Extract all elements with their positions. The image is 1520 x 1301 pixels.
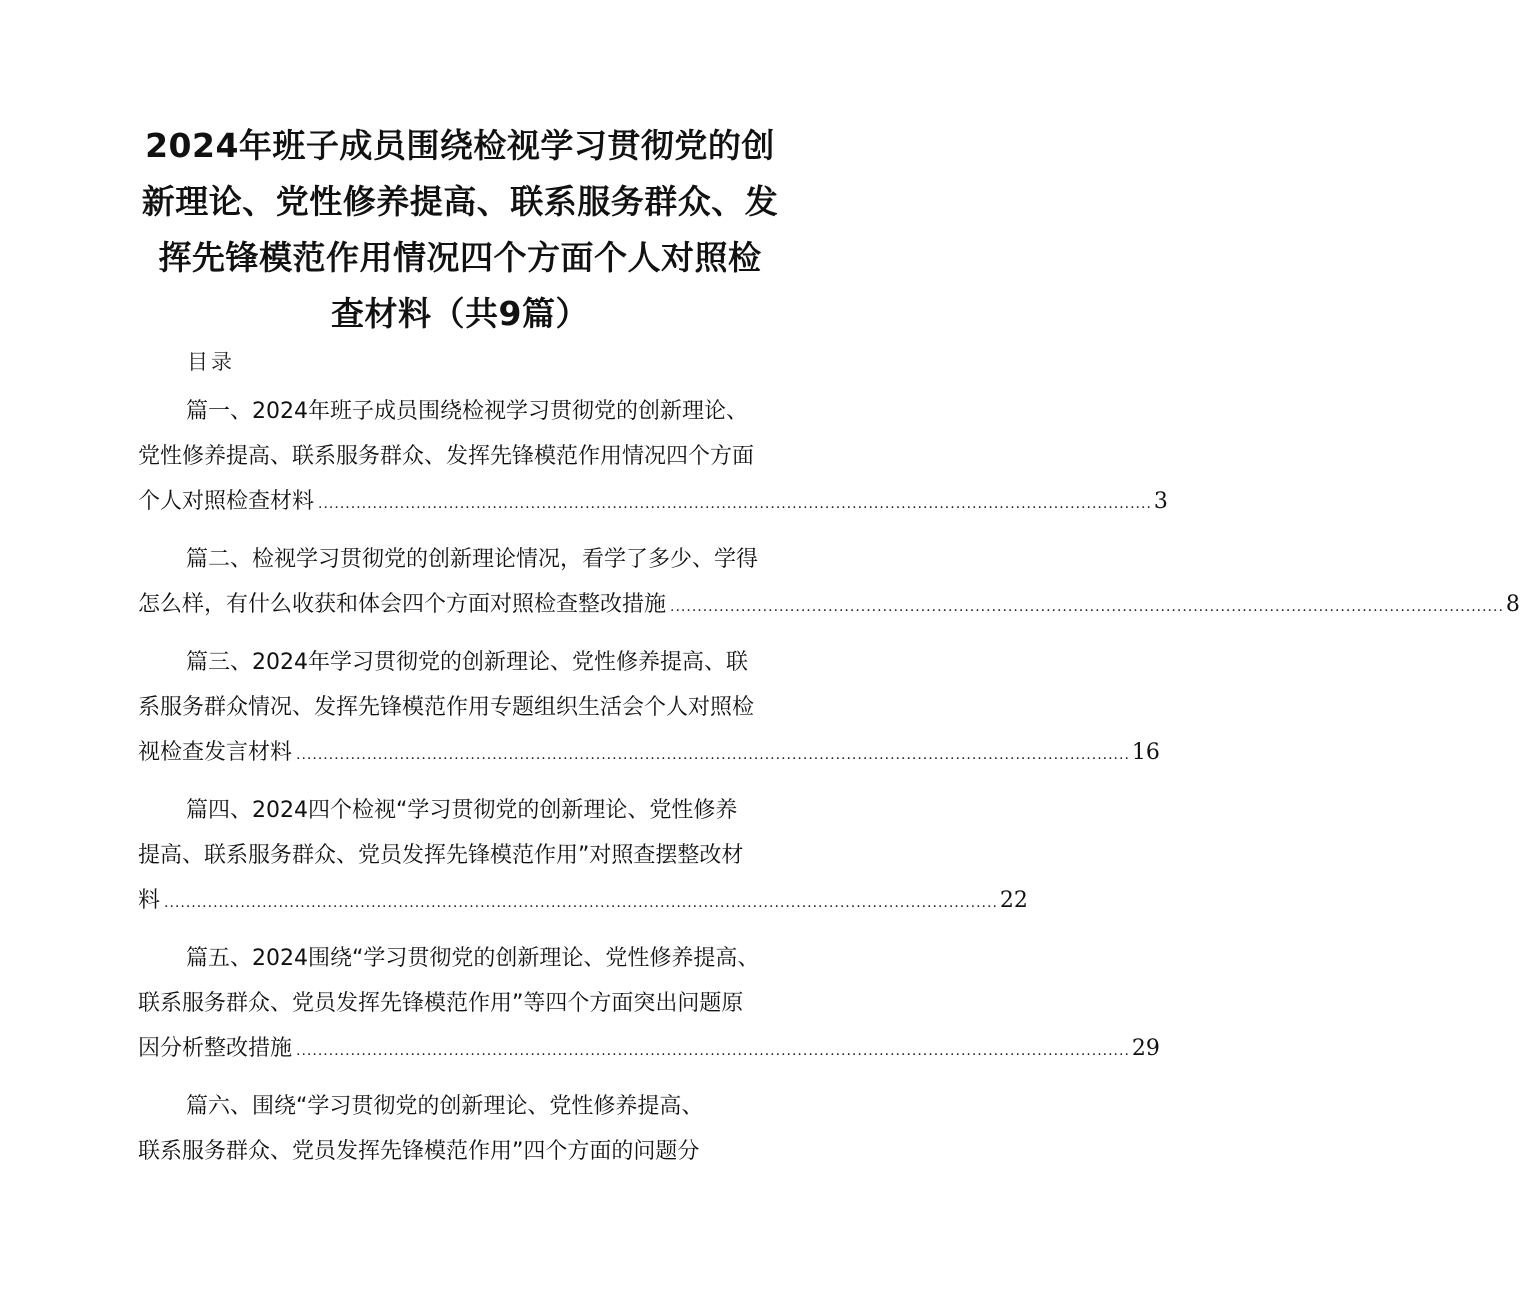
- toc-page-number: 29: [1131, 1036, 1160, 1061]
- toc-leader-dots: .........................................................................................................................................................: [670, 599, 1504, 615]
- toc-entry-last-line: [138, 582, 1520, 630]
- toc-entry[interactable]: [138, 1084, 788, 1174]
- toc-entry[interactable]: [138, 389, 1168, 527]
- toc-entry-line: 料: [138, 888, 161, 913]
- toc-entry-line: 篇二、检视学习贯彻党的创新理论情况，看学了多少、学得: [186, 547, 759, 572]
- toc-page-number: 8: [1505, 592, 1520, 617]
- toc-leader-dots: .........................................................................................................................................................: [296, 747, 1130, 763]
- toc-page-number: 3: [1153, 489, 1168, 514]
- toc-entry-line: 联系服务群众、党员发挥先锋模范作用”四个方面的问题分: [138, 1139, 700, 1164]
- toc-entry[interactable]: [138, 640, 1160, 778]
- toc-entry-line: 联系服务群众、党员发挥先锋模范作用”等四个方面突出问题原: [138, 991, 744, 1016]
- toc-entry-line: 个人对照检查材料: [138, 489, 315, 514]
- document-title: [140, 118, 780, 342]
- toc-page-number: 22: [999, 888, 1028, 913]
- toc-entry[interactable]: [138, 537, 1520, 630]
- toc-entry-line: 篇六、围绕“学习贯彻党的创新理论、党性修养提高、: [186, 1094, 704, 1119]
- toc-entry-line: 怎么样，有什么收获和体会四个方面对照检查整改措施: [138, 592, 667, 617]
- toc-heading: 目录: [187, 350, 235, 374]
- table-of-contents: [138, 389, 1520, 1174]
- toc-entry-line: 篇四、2024四个检视“学习贯彻党的创新理论、党性修养: [186, 798, 738, 823]
- toc-entry-line: 篇三、2024年学习贯彻党的创新理论、党性修养提高、联: [186, 650, 748, 675]
- toc-entry-last-line: [138, 878, 1028, 926]
- title-line: 查材料（共9篇）: [331, 294, 589, 333]
- toc-entry[interactable]: [138, 936, 1160, 1074]
- toc-entry-line: 篇五、2024围绕“学习贯彻党的创新理论、党性修养提高、: [186, 946, 760, 971]
- toc-entry-line: 党性修养提高、联系服务群众、发挥先锋模范作用情况四个方面: [138, 444, 755, 469]
- toc-entry-last-line: [138, 1026, 1160, 1074]
- toc-entry-last-line: [138, 730, 1160, 778]
- toc-entry-line: 系服务群众情况、发挥先锋模范作用专题组织生活会个人对照检: [138, 695, 755, 720]
- toc-entry-last-line: [138, 479, 1168, 527]
- title-line: 新理论、党性修养提高、联系服务群众、发: [141, 182, 779, 221]
- title-line: 挥先锋模范作用情况四个方面个人对照检: [158, 238, 762, 277]
- toc-entry-line: 视检查发言材料: [138, 740, 293, 765]
- toc-page-number: 16: [1131, 740, 1160, 765]
- toc-leader-dots: .........................................................................................................................................................: [296, 1043, 1130, 1059]
- toc-entry-line: 提高、联系服务群众、党员发挥先锋模范作用”对照查摆整改材: [138, 843, 744, 868]
- title-line: 2024年班子成员围绕检视学习贯彻党的创: [145, 126, 775, 165]
- toc-leader-dots: .........................................................................................................................................................: [164, 895, 998, 911]
- toc-entry[interactable]: [138, 788, 1028, 926]
- toc-entry-line: 因分析整改措施: [138, 1036, 293, 1061]
- toc-leader-dots: .........................................................................................................................................................: [318, 496, 1152, 512]
- toc-entry-line: 篇一、2024年班子成员围绕检视学习贯彻党的创新理论、: [186, 399, 748, 424]
